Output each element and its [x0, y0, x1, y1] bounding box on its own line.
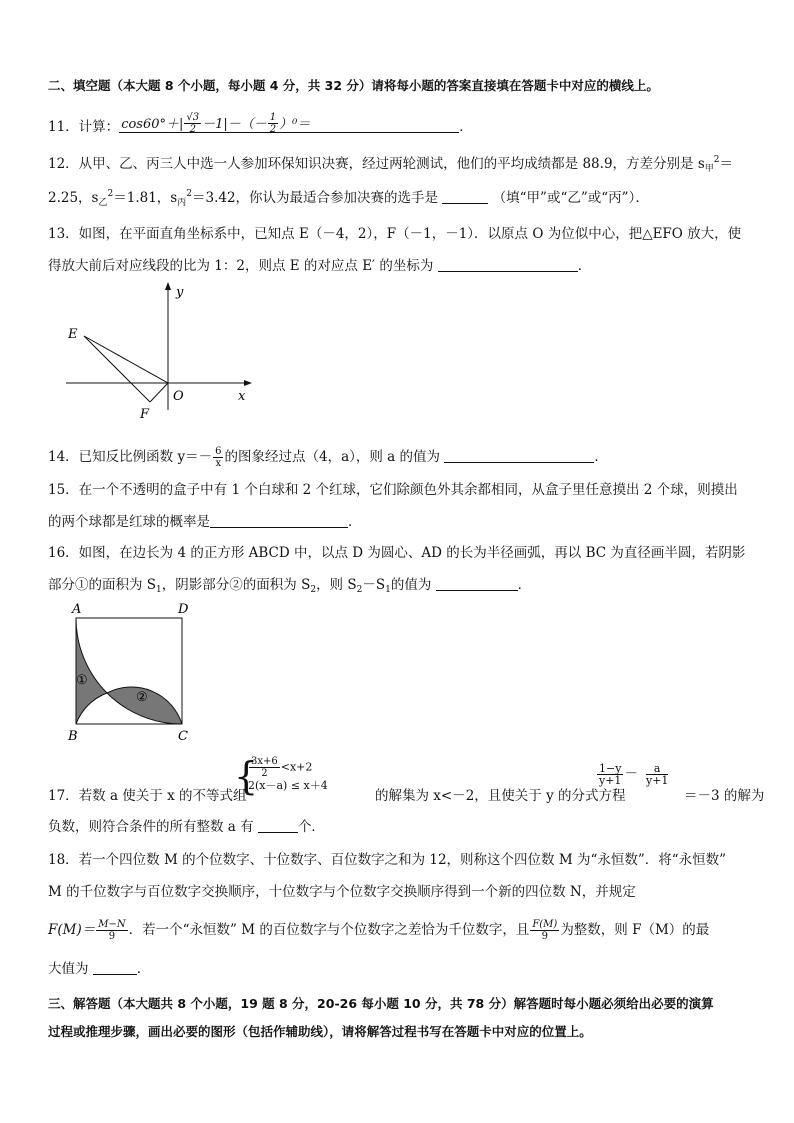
- point-F-label: F: [140, 407, 150, 422]
- question-15-line2: 的两个球都是红球的概率是 ．: [48, 514, 362, 530]
- question-17-line2: 负数，则符合条件的所有整数 a 有 个．: [48, 819, 325, 835]
- q17-answer-blank: [258, 818, 298, 833]
- question-18-line2: M 的千位数字与百位数字交换顺序，十位数字与个位数字交换顺序得到一个新的四位数 N，并规定: [48, 884, 636, 900]
- question-18-line4: 大值为 ．: [48, 961, 151, 977]
- question-14: 14．已知反比例函数 y＝－ $\frac{6}{x}$ 的图象经过点（4，a），则 a 的值为 ．: [48, 446, 608, 469]
- question-17-line1: 17．若数 a 使关于 x 的不等式组: [48, 788, 247, 804]
- y-label: y: [176, 285, 184, 300]
- point-E-label: E: [68, 327, 78, 342]
- point-O-label: O: [173, 389, 184, 404]
- question-11: 11．计算： cos60°＋| $\frac{√3}{2}$ －1|－（－ $\frac{1}{2}$ ）⁰＝ ．: [48, 112, 473, 135]
- q17-fraction-equation: $\frac{1-y}{y+1}$ － $\frac{a}{y+1}$: [599, 762, 669, 787]
- shaded-region-1: [76, 618, 107, 724]
- q17-brace: {: [234, 754, 259, 798]
- q17-line1-rest: 的解集为 x<－2，且使关于 y 的分式方程: [375, 788, 626, 804]
- vertex-B: B: [68, 729, 78, 744]
- q11-label: 11．计算：: [48, 119, 120, 135]
- q17-eq-tail: ＝－3 的解为: [684, 788, 765, 804]
- question-13-line2: 得放大前后对应线段的比为 1：2，则点 E 的对应点 E′ 的坐标为 ．: [48, 258, 592, 274]
- x-label: x: [238, 389, 246, 404]
- question-12-line2: 2.25，$s_乙^2=1.81$，$s_丙^2=3.42$，你认为最适合参加决赛的选手是 （填“甲”或“乙”或“丙”）．: [48, 189, 649, 208]
- q16-square-figure: [62, 598, 202, 748]
- vertex-C: C: [178, 729, 188, 744]
- q14-answer-blank: [444, 448, 594, 463]
- q11-answer-blank: [119, 112, 459, 135]
- q16-answer-blank: [436, 576, 518, 591]
- q13-coordinate-figure: [60, 280, 260, 425]
- q17-inequality-system: { $\frac{3x+6}{2}$ <x+2 2(x－a) ≤ x＋4: [234, 754, 328, 798]
- question-16-line1: 16．如图，在边长为 4 的正方形 ABCD 中，以点 D 为圆心、AD 的长为半径画弧，再以 BC 为直径画半圆，若阴影: [48, 545, 746, 561]
- section-3-header-line1: 三、解答题（本大题共 8 个小题，19 题 8 分，20-26 每小题 10 分，共 78 分）解答题时每小题必须给出必要的演算: [48, 996, 714, 1011]
- q13-answer-blank: [438, 257, 578, 272]
- q12-answer-blank: [442, 189, 488, 204]
- x-axis-arrow: [244, 380, 252, 386]
- region-1-label: ①: [76, 673, 88, 688]
- section-2-header: 二、填空题（本大题 8 个小题，每小题 4 分，共 32 分）请将每小题的答案直接填在答题卡中对应的横线上。: [48, 78, 659, 93]
- section-3-header-line2: 过程或推理步骤，画出必要的图形（包括作辅助线），请将解答过程书写在答题卡中对应的位置上。: [48, 1024, 592, 1039]
- question-15-line1: 15．在一个不透明的盒子中有 1 个白球和 2 个红球，它们除颜色外其余都相同，从盒子里任意摸出 2 个球，则摸出: [48, 482, 738, 498]
- q11-expression: cos60°＋| $\frac{√3}{2}$ －1|－（－ $\frac{1}{2}$ ）⁰＝: [121, 112, 311, 135]
- question-13-line1: 13．如图，在平面直角坐标系中，已知点 E（－4，2），F（－1，－1）．以原点 O 为位似中心，把△EFO 放大，使: [48, 226, 742, 242]
- y-axis-arrow: [165, 282, 171, 290]
- segment-FO: [150, 383, 168, 402]
- question-12-line1: 12．从甲、乙、丙三人中选一人参加环保知识决赛，经过两轮测试，他们的平均成绩都是 88.9，方差分别是 $s_甲^2=$: [48, 155, 733, 174]
- question-18-line1: 18．若一个四位数 M 的个位数字、十位数字、百位数字之和为 12，则称这个四位数 M 为“永恒数”．将“永恒数”: [48, 852, 727, 868]
- segment-EO: [84, 336, 168, 383]
- q15-answer-blank: [210, 513, 348, 528]
- question-18-line3: F(M)＝ $\frac{M-N}{9}$ ．若一个“永恒数” M 的百位数字与个位数字之差恰为千位数字，且 $\frac{F(M)}{9}$ 为整数，则 F（M）的最: [48, 919, 710, 942]
- question-16-line2: 部分①的面积为 $S_1$，阴影部分②的面积为 $S_2$，则 $S_2-S_1$的值为 ．: [48, 577, 532, 595]
- vertex-A: A: [72, 602, 82, 617]
- vertex-D: D: [178, 602, 189, 617]
- q18-answer-blank: [93, 960, 137, 975]
- region-2-label: ②: [136, 690, 148, 705]
- segment-EF: [84, 336, 150, 402]
